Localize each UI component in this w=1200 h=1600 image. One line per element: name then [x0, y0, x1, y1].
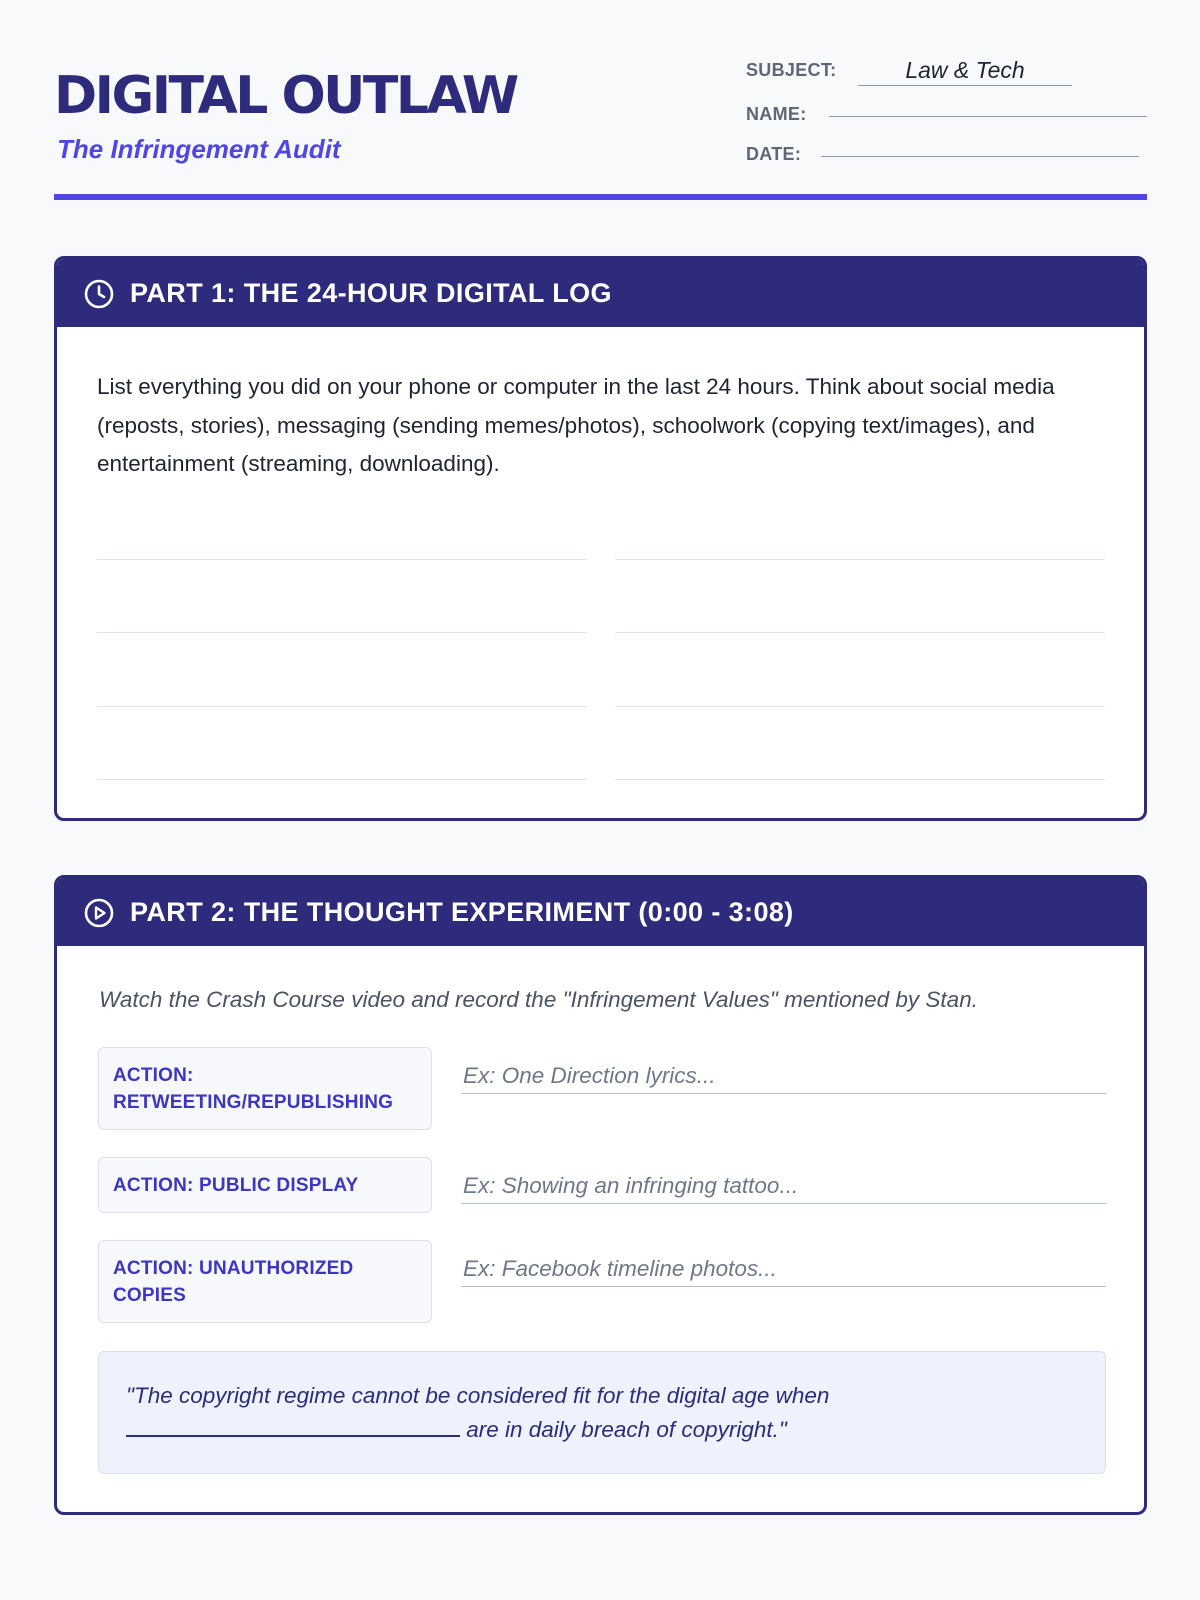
action-answer-input[interactable] — [461, 1058, 1106, 1094]
part2-intro: Watch the Crash Course video and record the "Infringement Values" mentioned by Stan. — [99, 987, 978, 1012]
student-info — [746, 0, 1147, 180]
part1-header — [57, 259, 1144, 327]
part2-header — [57, 878, 1144, 946]
subject-field — [858, 56, 1072, 86]
action-answer-input[interactable] — [461, 1168, 1106, 1204]
part2-title: PART 2: THE THOUGHT EXPERIMENT (0:00 - 3:08) — [130, 897, 794, 927]
quote-text — [126, 1379, 1086, 1447]
part2-card — [54, 875, 1147, 1515]
part1-card — [54, 256, 1147, 821]
quote-box — [98, 1351, 1106, 1474]
part1-instructions: List everything you did on your phone or computer in the last 24 hours. Think about social media (reposts, stories), messaging (sending memes/photos), schoolwork (copying text/images), and entertainment (streaming, downloading). — [97, 374, 1055, 476]
log-line[interactable] — [615, 632, 1105, 633]
log-line[interactable] — [97, 632, 587, 633]
quote-blank[interactable] — [126, 1415, 460, 1437]
action-label: ACTION: UNAUTHORIZED COPIES — [113, 1257, 354, 1306]
action-label: ACTION: PUBLIC DISPLAY — [113, 1174, 359, 1196]
subject-value: Law & Tech — [905, 57, 1025, 83]
page-title: DIGITAL OUTLAW — [54, 66, 517, 126]
action-label-box — [98, 1157, 432, 1213]
action-answer-input[interactable] — [461, 1251, 1106, 1287]
action-label-box — [98, 1047, 432, 1130]
log-line[interactable] — [97, 779, 587, 780]
log-line[interactable] — [615, 559, 1105, 560]
worksheet-header — [54, 0, 1147, 202]
log-line[interactable] — [615, 706, 1105, 707]
log-line[interactable] — [615, 779, 1105, 780]
quote-start: "The copyright regime cannot be considered fit for the digital age when — [126, 1383, 830, 1408]
subject-row — [746, 56, 1147, 86]
date-label: DATE: — [746, 144, 802, 164]
action-label: ACTION: RETWEETING/REPUBLISHING — [113, 1064, 394, 1113]
header-divider — [54, 194, 1147, 200]
action-label-box — [98, 1240, 432, 1323]
log-line[interactable] — [97, 559, 587, 560]
date-row — [746, 140, 1147, 170]
clock-icon — [83, 278, 115, 310]
name-label: NAME: — [746, 104, 807, 124]
quote-end: are in daily breach of copyright." — [460, 1417, 787, 1442]
subject-label: SUBJECT: — [746, 60, 837, 80]
log-line[interactable] — [97, 706, 587, 707]
part1-title: PART 1: THE 24-HOUR DIGITAL LOG — [130, 278, 612, 308]
play-circle-icon — [83, 897, 115, 929]
name-row — [746, 100, 1147, 130]
page-subtitle: The Infringement Audit — [57, 134, 341, 164]
date-field[interactable] — [821, 127, 1139, 157]
name-field[interactable] — [829, 87, 1147, 117]
